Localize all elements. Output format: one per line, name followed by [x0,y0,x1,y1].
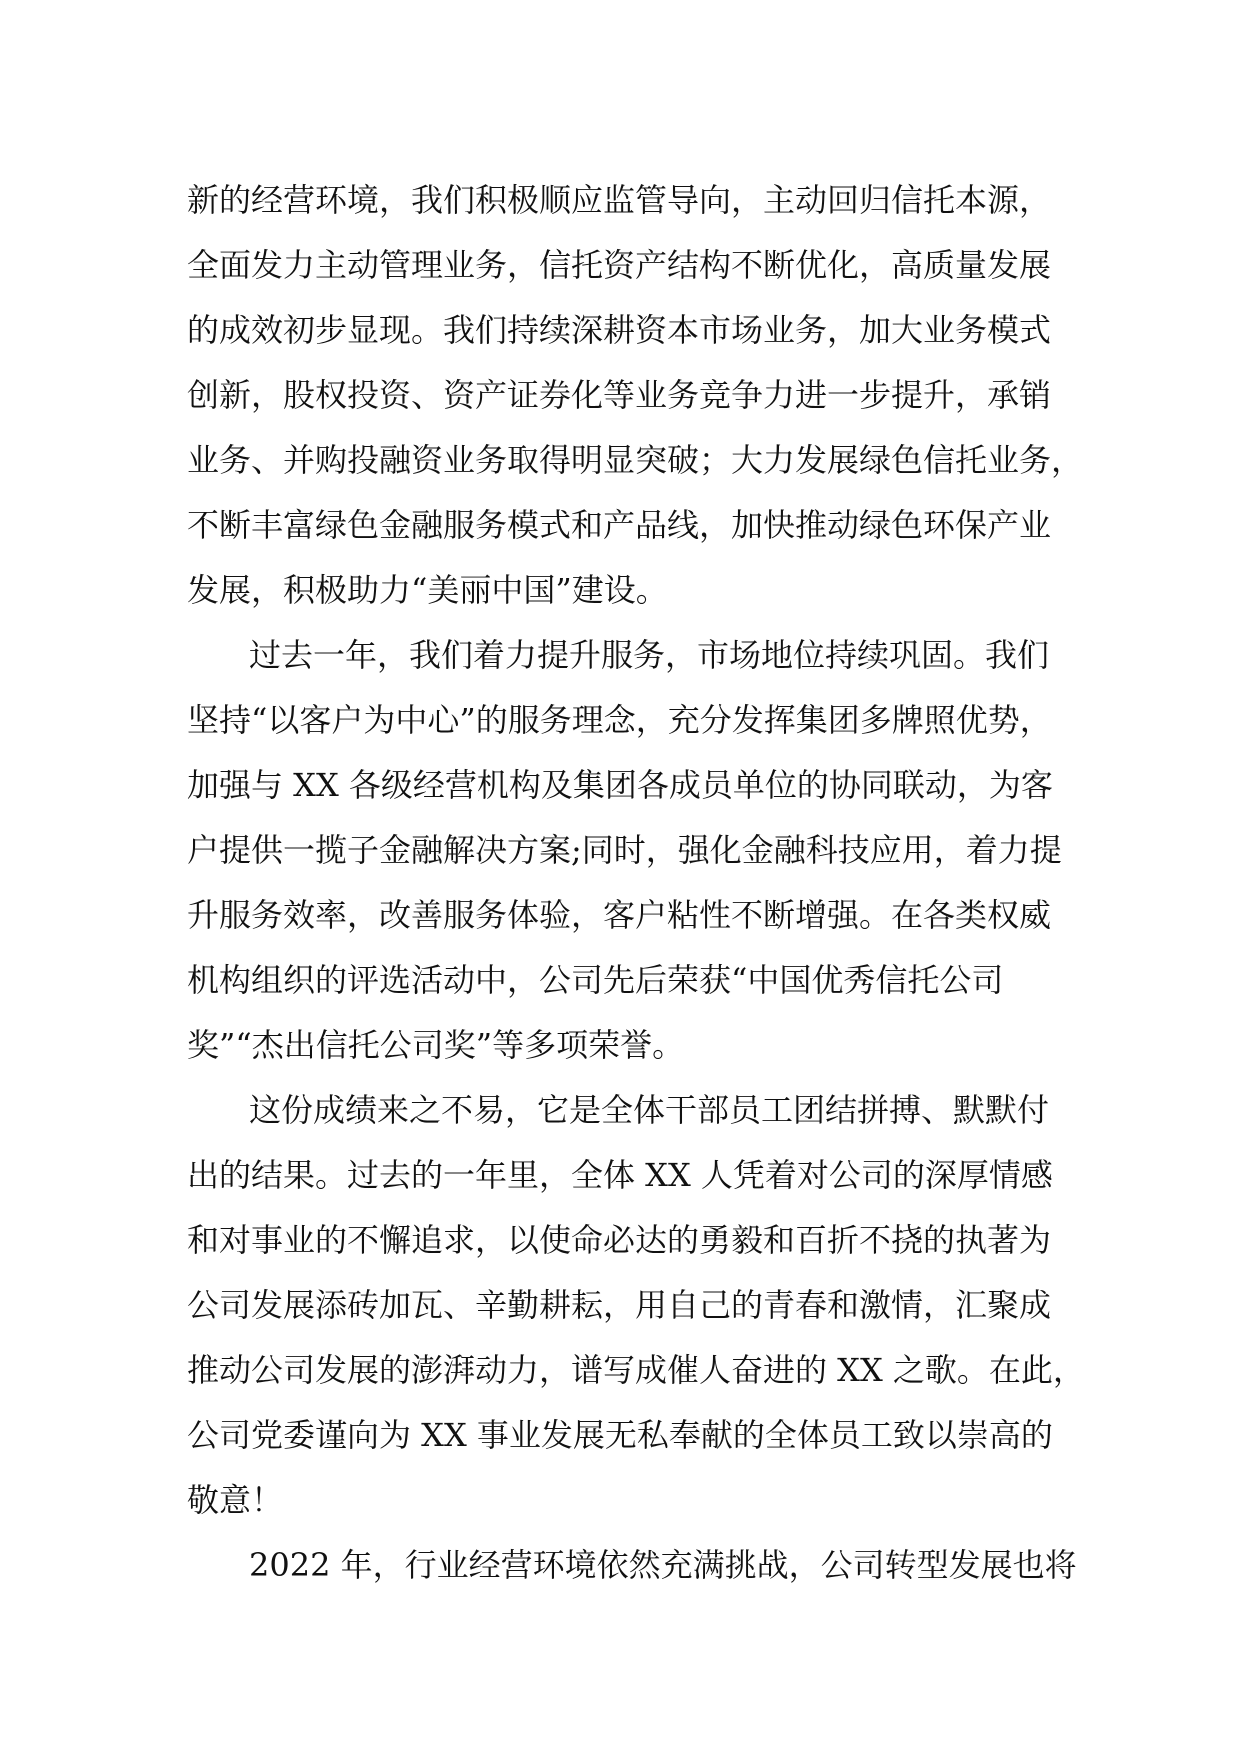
text-line: 奖”“杰出信托公司奖”等多项荣誉。 [187,1026,685,1064]
text-line: 的成效初步显现。我们持续深耕资本市场业务，加大业务模式 [187,311,1052,349]
text-line: 加强与 XX 各级经营机构及集团各成员单位的协同联动，为客 [187,766,1053,804]
text-line: 新的经营环境，我们积极顺应监管导向，主动回归信托本源， [187,181,1052,219]
text-line: 户提供一揽子金融解决方案;同时，强化金融科技应用，着力提 [187,831,1062,869]
text-line: 坚持“以客户为中心”的服务理念，充分发挥集团多牌照优势， [187,701,1052,739]
text-line: 推动公司发展的澎湃动力，谱写成催人奋进的 XX 之歌。在此， [187,1351,1085,1389]
text-line: 公司发展添砖加瓦、辛勤耕耘，用自己的青春和激情，汇聚成 [187,1286,1052,1324]
text-line: 公司党委谨向为 XX 事业发展无私奉献的全体员工致以崇高的 [187,1416,1053,1454]
paragraph-first-line: 这份成绩来之不易，它是全体干部员工团结拼搏、默默付 [249,1091,1050,1129]
text-line: 全面发力主动管理业务，信托资产结构不断优化，高质量发展 [187,246,1052,284]
paragraph-first-line: 过去一年，我们着力提升服务，市场地位持续巩固。我们 [249,636,1050,674]
text-line: 升服务效率，改善服务体验，客户粘性不断增强。在各类权威 [187,896,1052,934]
document-body [187,168,1087,1598]
text-line: 业务、并购投融资业务取得明显突破；大力发展绿色信托业务， [187,441,1084,479]
text-line: 和对事业的不懈追求，以使命必达的勇毅和百折不挠的执著为 [187,1221,1052,1259]
text-line: 敬意！ [187,1481,284,1519]
text-line: 创新，股权投资、资产证券化等业务竞争力进一步提升，承销 [187,376,1052,414]
text-line: 发展，积极助力“美丽中国”建设。 [187,571,668,609]
text-line: 机构组织的评选活动中，公司先后荣获“中国优秀信托公司 [187,961,1004,999]
text-line: 出的结果。过去的一年里，全体 XX 人凭着对公司的深厚情感 [187,1156,1053,1194]
paragraph-first-line: 2022 年，行业经营环境依然充满挑战，公司转型发展也将 [249,1546,1077,1584]
text-line: 不断丰富绿色金融服务模式和产品线，加快推动绿色环保产业 [187,506,1052,544]
